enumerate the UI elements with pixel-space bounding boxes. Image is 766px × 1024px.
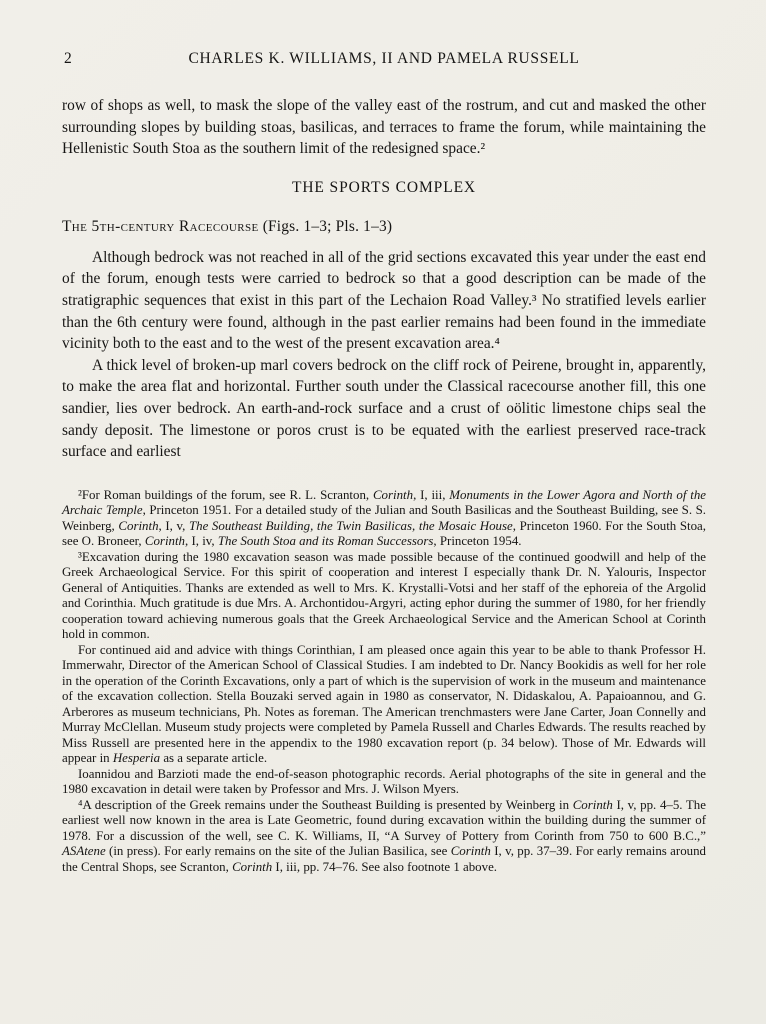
continuation-paragraph: row of shops as well, to mask the slope of the valley east of the rostrum, and cut and masked the other surrounding slopes by building stoas, basilicas, and terraces to frame the forum, while maintaining the Hellenistic South Stoa as the southern limit of the redesigned space.² — [62, 97, 706, 158]
footnote-4: ⁴A description of the Greek remains under the Southeast Building is presented by Weinberg in Corinth I, v, pp. 4–5. The earliest well now known in the area is Late Geometric, found during excavation within the building during the summer of 1978. For a discussion of the well, see C. K. Williams, II, “A Survey of Pottery from Corinth from 750 to 600 B.C.,” ASAtene (in press). For early remains on the site of the Julian Basilica, see Corinth I, v, pp. 37–39. For early remains around the Central Shops, see Scranton, Corinth I, iii, pp. 74–76. See also footnote 1 above. — [62, 797, 706, 874]
running-head-title: CHARLES K. WILLIAMS, II AND PAMELA RUSSELL — [188, 50, 580, 67]
subsection-heading: The 5th-century Racecourse (Figs. 1–3; Pls. 1–3) — [62, 217, 393, 235]
page-number: 2 — [64, 50, 72, 67]
running-header — [62, 50, 706, 68]
footnote-3-continued: Ioannidou and Barzioti made the end-of-season photographic records. Aerial photographs of the site in general and the 1980 excavation in detail were taken by Professor and Mrs. J. Wilson Myers. — [62, 766, 706, 797]
body-paragraph: A thick level of broken-up marl covers bedrock on the cliff rock of Peirene, brought in, apparently, to make the area flat and horizontal. Further south under the Classical racecourse another fill, this one sandier, lies over bedrock. An earth-and-rock surface and a crust of oölitic limestone chips seal the sandy deposit. The limestone or poros crust is to be equated with the earliest preserved race-track surface and earliest — [62, 356, 706, 461]
section-heading: THE SPORTS COMPLEX — [291, 178, 477, 196]
body-paragraph: Although bedrock was not reached in all of the grid sections excavated this year under the east end of the forum, enough tests were carried to bedrock so that a good description can be made of the stratigraphic sequences that exist in this part of the Lechaion Road Valley.³ No stratified levels earlier than the 6th century were found, although in the past earlier remains had been found in the immediate vicinity both to the east and to the west of the present excavation area.⁴ — [62, 248, 706, 353]
footnote-3: ³Excavation during the 1980 excavation season was made possible because of the continued goodwill and help of the Greek Archaeological Service. For this spirit of cooperation and interest I especially thank Dr. N. Yalouris, Inspector General of Antiquities. Thanks are extended as well to Mrs. K. Krystalli-Votsi and her staff of the ephoreia of the Argolid and Corinthia. Much gratitude is due Mrs. A. Archontidou-Argyri, acting ephor during the summer of 1980, for her friendly cooperation toward achieving numerous goals that the Greek Archaeological Service and the American School at Corinth hold in common. — [62, 549, 706, 642]
footnotes-section — [62, 488, 706, 876]
article-body — [62, 95, 706, 463]
footnote-2: ²For Roman buildings of the forum, see R. L. Scranton, Corinth, I, iii, Monuments in the Lower Agora and North of the Archaic Temple, Princeton 1951. For a detailed study of the Julian and South Basilicas and the Southeast Building, see S. S. Weinberg, Corinth, I, v, The Southeast Building, the Twin Basilicas, the Mosaic House, Princeton 1960. For the South Stoa, see O. Broneer, Corinth, I, iv, The South Stoa and its Roman Successors, Princeton 1954. — [62, 487, 706, 549]
footnote-3-continued: For continued aid and advice with things Corinthian, I am pleased once again this year to be able to thank Professor H. Immerwahr, Director of the American School of Classical Studies. I am indebted to Dr. Nancy Bookidis as well for her role in the operation of the Corinth Excavations, only a part of which is the supervision of work in the museum and maintenance of the excavation collection. Stella Bouzaki served again in 1980 as conservator, N. Didaskalou, A. Papaioannou, and G. Arberores as museum technicians, Ph. Notes as foreman. The American trenchmasters were Jane Carter, Joan Connelly and Murray McClellan. Museum study projects were completed by Pamela Russell and Charles Edwards. The results reached by Miss Russell are presented here in the appendix to the 1980 excavation report (p. 34 below). Those of Mr. Edwards will appear in Hesperia as a separate article. — [62, 642, 706, 766]
